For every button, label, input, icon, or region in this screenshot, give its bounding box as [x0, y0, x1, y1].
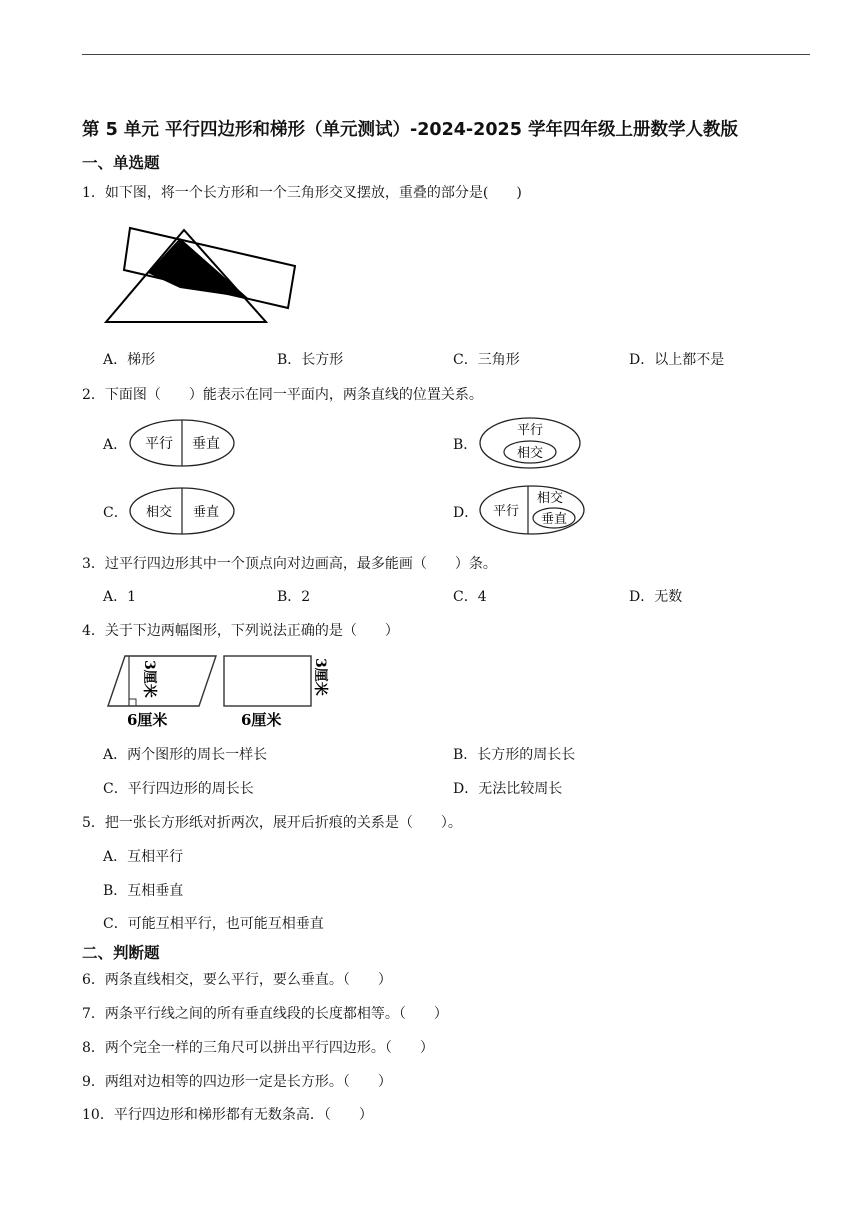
q4-option-b[interactable]: B．长方形的周长长: [453, 747, 576, 763]
q4-option-d[interactable]: D．无法比较周长: [453, 781, 563, 797]
q3-option-b[interactable]: B．2: [277, 589, 311, 605]
header-rule: [82, 54, 810, 55]
q2-d-right-inner-text: 垂直: [540, 512, 568, 527]
q2-d-left-text: 平行: [492, 504, 520, 519]
judgement-item-7: 7．两条平行线之间的所有垂直线段的长度都相等。（ ）: [82, 1006, 448, 1022]
q4-rect-width-label: 6厘米: [241, 711, 282, 729]
q1-option-a[interactable]: A．梯形: [103, 352, 156, 368]
q2-option-d-label[interactable]: D．: [453, 505, 479, 521]
q1-figure: [100, 218, 300, 328]
q4-figure: [103, 650, 333, 732]
q3-option-a[interactable]: A．1: [103, 589, 137, 605]
question-4-stem: 4．关于下边两幅图形，下列说法正确的是（ ）: [82, 623, 399, 639]
q4-parallelogram: [108, 656, 216, 706]
question-2-stem: 2．下面图（ ）能表示在同一平面内，两条直线的位置关系。: [82, 387, 483, 403]
q4-right-angle-mark: [129, 699, 136, 706]
q5-option-a[interactable]: A．互相平行: [103, 849, 184, 865]
q2-option-c-label[interactable]: C．: [103, 505, 128, 521]
q2-c-right-text: 垂直: [192, 505, 220, 520]
q2-option-a-diagram[interactable]: [128, 418, 238, 468]
q2-b-inner-text: 相交: [516, 446, 544, 461]
q1-option-d[interactable]: D．以上都不是: [629, 352, 725, 368]
judgement-item-8: 8．两个完全一样的三角尺可以拼出平行四边形。（ ）: [82, 1040, 434, 1056]
q2-option-b-diagram[interactable]: [478, 416, 582, 470]
q4-rect-height-label: 3厘米: [312, 658, 328, 696]
q2-b-outer-text: 平行: [516, 423, 544, 438]
q2-option-b-label[interactable]: B．: [453, 437, 478, 453]
q2-c-left-text: 相交: [145, 505, 173, 520]
q4-parallelogram-height-label: 3厘米: [141, 660, 157, 698]
question-1-stem: 1．如下图，将一个长方形和一个三角形交叉摆放，重叠的部分是( ): [82, 185, 522, 201]
q2-option-a-label[interactable]: A．: [103, 437, 128, 453]
q2-option-d-diagram[interactable]: [478, 484, 586, 536]
q5-option-b[interactable]: B．互相垂直: [103, 883, 184, 899]
q1-option-c[interactable]: C．三角形: [453, 352, 520, 368]
judgement-item-6: 6．两条直线相交，要么平行，要么垂直。（ ）: [82, 972, 392, 988]
question-3-stem: 3．过平行四边形其中一个顶点向对边画高，最多能画（ ）条。: [82, 556, 497, 572]
q3-option-d[interactable]: D．无数: [629, 589, 683, 605]
section-judgement: 二、判断题: [82, 944, 160, 962]
judgement-item-10: 10．平行四边形和梯形都有无数条高．（ ）: [82, 1107, 373, 1123]
q4-parallelogram-base-label: 6厘米: [127, 711, 168, 729]
q2-d-right-top-text: 相交: [536, 491, 564, 506]
q4-option-a[interactable]: A．两个图形的周长一样长: [103, 747, 268, 763]
q2-a-left-text: 平行: [145, 436, 173, 452]
judgement-item-9: 9．两组对边相等的四边形一定是长方形。（ ）: [82, 1074, 392, 1090]
q3-option-c[interactable]: C．4: [453, 589, 487, 605]
q2-a-right-text: 垂直: [192, 436, 220, 452]
q2-option-c-diagram[interactable]: [128, 486, 238, 536]
section-single-choice: 一、单选题: [82, 154, 160, 172]
q1-option-b[interactable]: B．长方形: [277, 352, 344, 368]
question-5-stem: 5．把一张长方形纸对折两次，展开后折痕的关系是（ ）。: [82, 815, 462, 831]
q4-rectangle: [224, 656, 311, 706]
page-title: 第 5 单元 平行四边形和梯形（单元测试）-2024-2025 学年四年级上册数学人教版: [82, 120, 738, 140]
q4-option-c[interactable]: C．平行四边形的周长长: [103, 781, 254, 797]
q5-option-c[interactable]: C．可能互相平行，也可能互相垂直: [103, 916, 324, 932]
